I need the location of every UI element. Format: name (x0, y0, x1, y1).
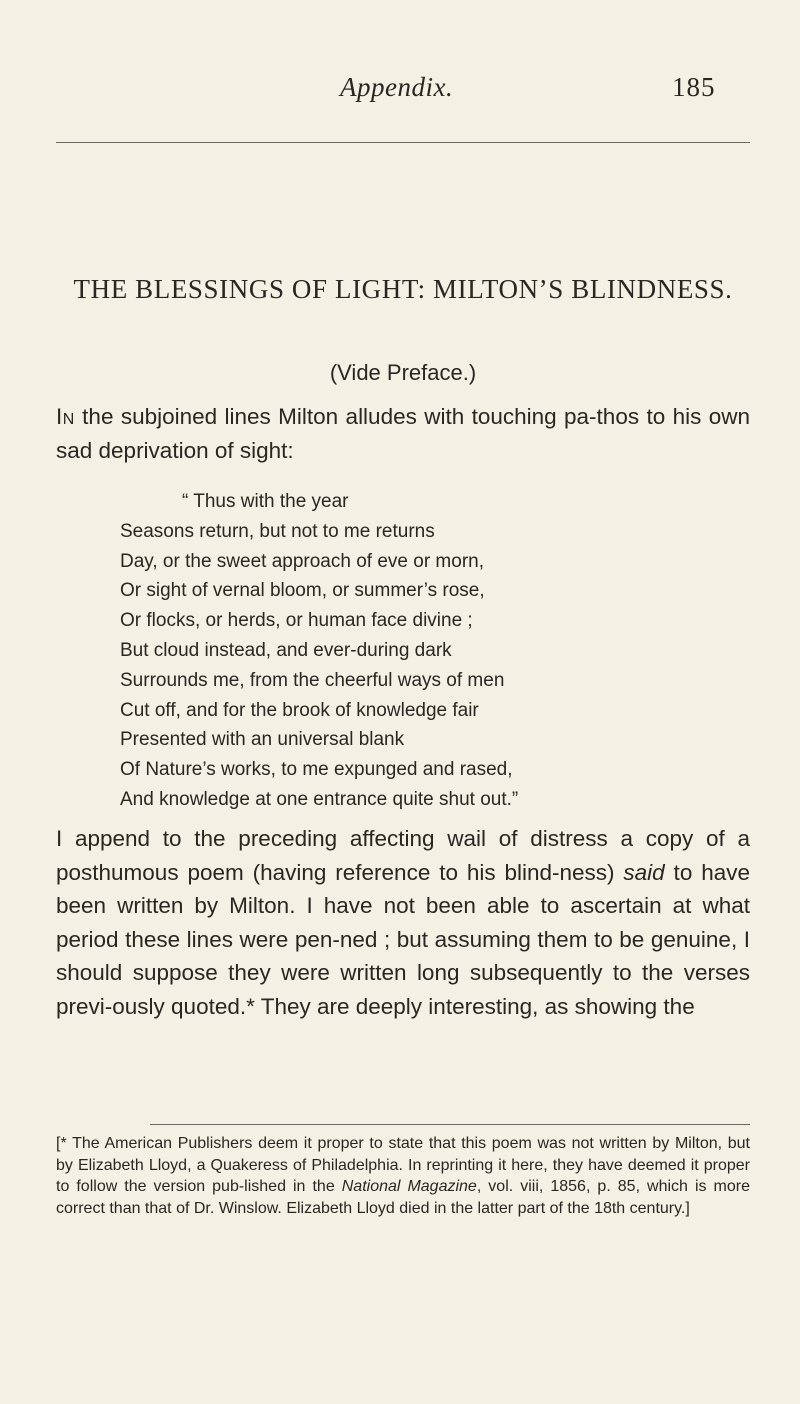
footnote (56, 1133, 750, 1219)
body-paragraph (56, 822, 750, 1023)
intro-text: the subjoined lines Milton alludes with touching pa-thos to his own sad deprivation of sight: (56, 404, 750, 463)
poem-line: But cloud instead, and ever-during dark (120, 639, 452, 661)
article-title: THE BLESSINGS OF LIGHT: MILTON’S BLINDNESS. (73, 274, 733, 304)
poem-line: “ Thus with the year (182, 491, 349, 512)
intro-lead-word: In (56, 404, 75, 429)
footnote-text: [* The American Publishers deem it proper to state that this poem was not written by Milton, but by Elizabeth Lloyd, a Quakeress of Philadelphia. In reprinting it here, they have deemed it proper to follow the version pub-lished in the (56, 1135, 750, 1196)
poem-line: Cut off, and for the brook of knowledge fair (120, 699, 479, 721)
footnote-text-continued: , vol. viii, 1856, p. 85, which is more correct than that of Dr. Winslow. Elizabeth Lloyd died in the latter part of the 18th century.] (56, 1178, 750, 1217)
footnote-italic: National Magazine (341, 1178, 477, 1196)
running-head (0, 72, 800, 112)
article-subtitle: (Vide Preface.) (329, 360, 477, 385)
poem-line: Or flocks, or herds, or human face divine ; (120, 610, 473, 632)
poem-line: And knowledge at one entrance quite shut out.” (120, 788, 519, 810)
page-number: 185 (672, 72, 716, 102)
poem-line: Or sight of vernal bloom, or summer’s rose, (120, 580, 485, 602)
poem-line: Of Nature’s works, to me expunged and rased, (120, 759, 513, 781)
intro-paragraph (56, 400, 750, 467)
running-title: Appendix. (340, 72, 454, 102)
poem-quotation (120, 487, 740, 815)
header-rule (56, 142, 750, 143)
poem-line: Surrounds me, from the cheerful ways of men (120, 669, 505, 691)
paragraph-text-continued: to have been written by Milton. I have not been able to ascertain at what period these lines were pen-ned ; but assuming them to be genuine, I should suppose they were written long subsequently to the verses previ-ously quoted.* They are deeply interesting, as showing the (56, 859, 750, 1019)
poem-line: Seasons return, but not to me returns (120, 520, 435, 542)
paragraph-italic: said (623, 859, 665, 885)
poem-line: Presented with an universal blank (120, 729, 405, 751)
paragraph-text: I append to the preceding affecting wail of distress a copy of a posthumous poem (having reference to his blind-ness) (56, 826, 750, 885)
footnote-rule (150, 1124, 750, 1125)
poem-line: Day, or the sweet approach of eve or morn, (120, 550, 484, 572)
